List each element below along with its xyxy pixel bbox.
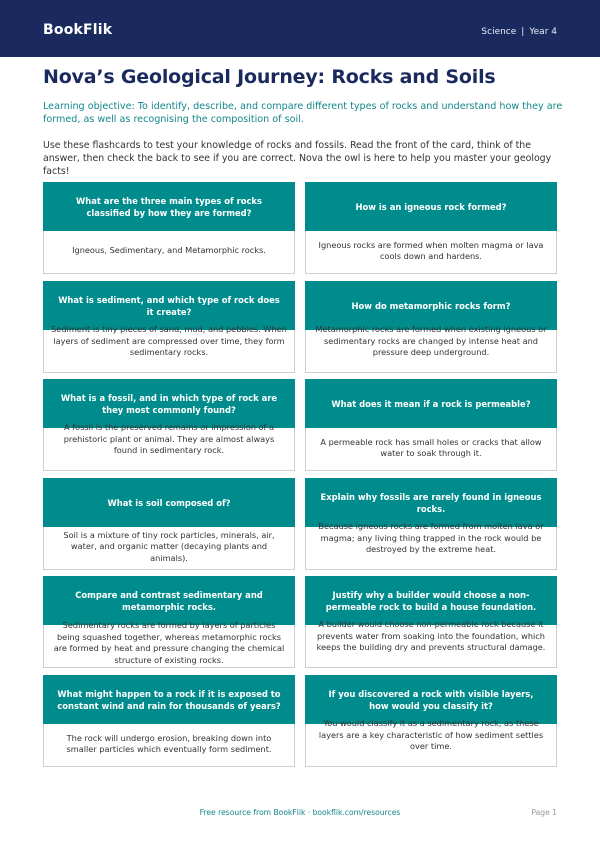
flashcard-answer: Igneous rocks are formed when molten magma or lava cools down and hardens. <box>318 239 544 261</box>
flashcard[interactable] <box>43 478 295 570</box>
page-number: Page 1 <box>531 808 557 817</box>
flashcard[interactable] <box>305 182 557 274</box>
footer-resource-link[interactable]: Free resource from BookFlik · bookflik.com/resources <box>199 808 401 817</box>
flashcard-question: How is an igneous rock formed? <box>305 182 557 231</box>
flashcard[interactable] <box>305 281 557 373</box>
flashcard-answer: Sedimentary rocks are formed by layers of particles being squashed together, whereas metamorphic rocks are formed by heat and pressure changing the chemical structure of existing rocks. <box>53 620 285 665</box>
flashcard-answer-box <box>305 619 557 668</box>
flashcard-answer-box <box>305 428 557 471</box>
flashcard-answer-box <box>43 422 295 471</box>
flashcard-answer: A builder would choose non-permeable rock because it prevents water from soaking into the foundation, which keeps the building dry and prevents structural damage. <box>316 619 546 652</box>
flashcard-answer: The rock will undergo erosion, breaking down into smaller particles which eventually form sediment. <box>66 732 272 754</box>
flashcard-answer-box <box>305 231 557 274</box>
flashcard-question: What are the three main types of rocks classified by how they are formed? <box>43 182 295 231</box>
meta-separator: | <box>521 27 525 37</box>
flashcard-answer: Soil is a mixture of tiny rock particles, minerals, air, water, and organic matter (decaying plants and animals). <box>63 529 275 563</box>
flashcard[interactable] <box>43 675 295 767</box>
flashcard-question: What is sediment, and which type of rock does it create? <box>43 281 295 330</box>
flashcard-answer-box <box>43 620 295 668</box>
flashcard-answer: Sediment is tiny pieces of sand, mud, and pebbles. When layers of sediment are compressed over time, they form sedimentary rocks. <box>51 324 287 357</box>
flashcard-answer-box <box>43 527 295 570</box>
flashcard[interactable] <box>43 182 295 274</box>
flashcard[interactable] <box>305 675 557 767</box>
flashcard-answer-box <box>305 324 557 373</box>
flashcard[interactable] <box>305 478 557 570</box>
flashcard-answer-box <box>305 521 557 570</box>
flashcard[interactable] <box>43 576 295 668</box>
flashcard[interactable] <box>305 576 557 668</box>
flashcard-question: Justify why a builder would choose a non-permeable rock to build a house foundation. <box>305 576 557 625</box>
flashcard-answer-box <box>43 324 295 373</box>
flashcard-question: Compare and contrast sedimentary and metamorphic rocks. <box>43 576 295 625</box>
year-label: Year 4 <box>529 27 557 37</box>
flashcard-answer: Metamorphic rocks are formed when existing igneous or sedimentary rocks are changed by intense heat and pressure deep underground. <box>315 324 547 357</box>
subject-year <box>481 27 557 37</box>
flashcard-question: What does it mean if a rock is permeable? <box>305 379 557 428</box>
page-header <box>0 0 600 57</box>
flashcard-answer-box <box>305 718 557 767</box>
flashcard[interactable] <box>43 281 295 373</box>
flashcard-question: What is soil composed of? <box>43 478 295 527</box>
flashcard-answer: A fossil is the preserved remains or impression of a prehistoric plant or animal. They are almost always found in sedimentary rock. <box>63 422 275 455</box>
flashcard-question: If you discovered a rock with visible layers, how would you classify it? <box>305 675 557 724</box>
learning-objective: Learning objective: To identify, describe, and compare different types of rocks and understand how they are formed, as well as recognising the composition of soil. <box>43 101 563 125</box>
brand-logo[interactable]: BookFlik <box>43 22 113 38</box>
flashcard-answer-box <box>43 724 295 767</box>
flashcard[interactable] <box>305 379 557 471</box>
subject-label: Science <box>481 27 517 37</box>
flashcard-question: Explain why fossils are rarely found in igneous rocks. <box>305 478 557 527</box>
flashcard[interactable] <box>43 379 295 471</box>
page-title: Nova’s Geological Journey: Rocks and Soils <box>43 66 496 88</box>
intro-text: Use these flashcards to test your knowledge of rocks and fossils. Read the front of the card, think of the answer, then check the back to see if you are correct. Nova the owl is here to help you master your geology facts! <box>43 140 552 177</box>
flashcard-answer-box <box>43 231 295 274</box>
flashcard-answer: Igneous, Sedimentary, and Metamorphic rocks. <box>72 245 266 256</box>
flashcard-question: What is a fossil, and in which type of rock are they most commonly found? <box>43 379 295 428</box>
flashcard-question: What might happen to a rock if it is exposed to constant wind and rain for thousands of years? <box>43 675 295 724</box>
flashcard-answer: You would classify it as a sedimentary rock, as these layers are a key characteristic of how sediment settles over time. <box>318 718 544 751</box>
flashcard-question: How do metamorphic rocks form? <box>305 281 557 330</box>
flashcard-answer: Because igneous rocks are formed from molten lava or magma; any living thing trapped in the rock would be destroyed by the extreme heat. <box>318 521 544 554</box>
flashcard-answer: A permeable rock has small holes or cracks that allow water to soak through it. <box>320 436 542 458</box>
